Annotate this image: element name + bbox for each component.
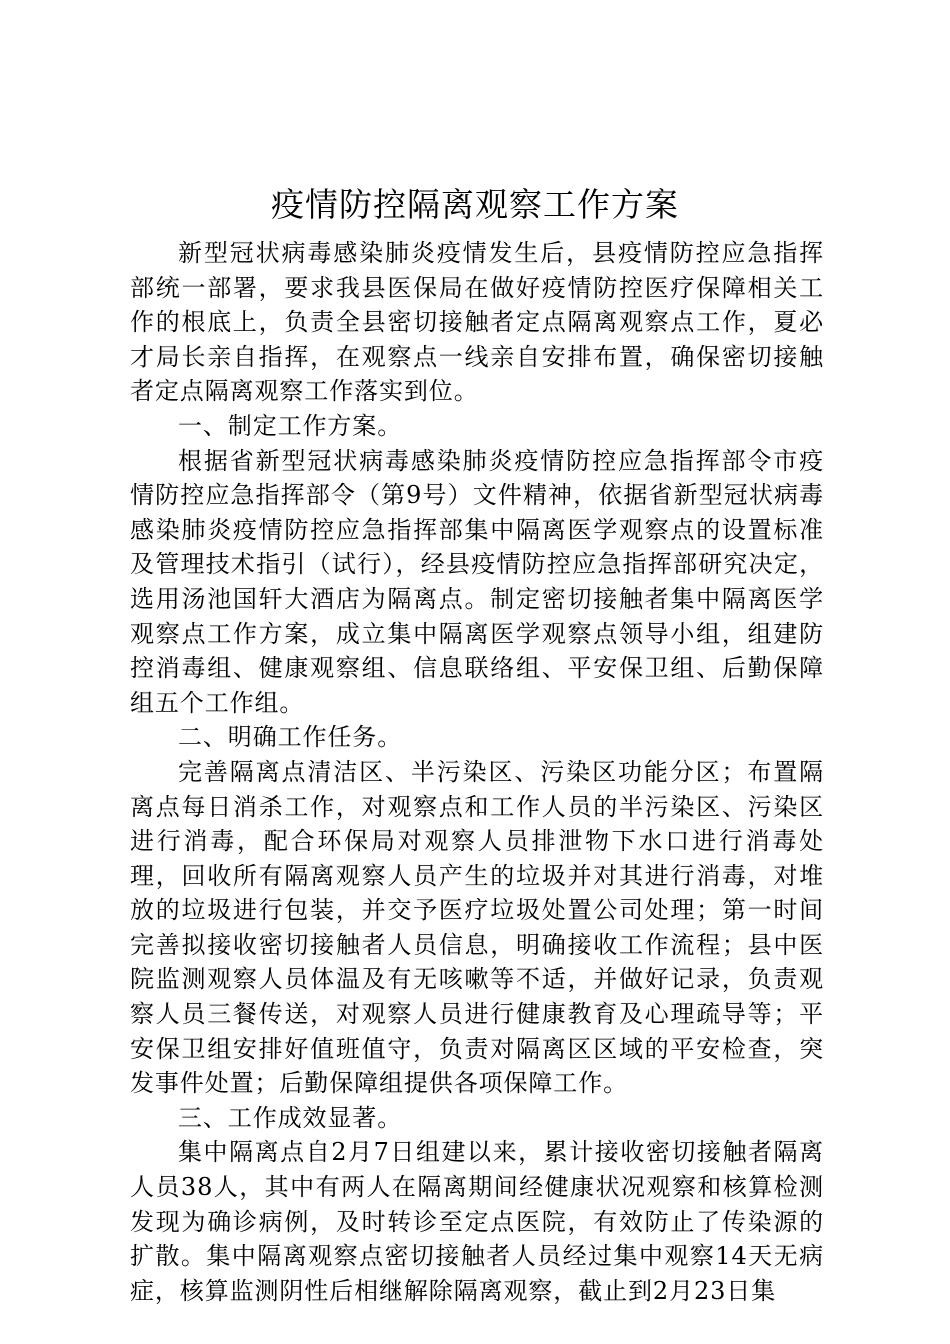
section-body-1: 根据省新型冠状病毒感染肺炎疫情防控应急指挥部令市疫情防控应急指挥部令（第9号）文件精神，依据省新型冠状病毒感染肺炎疫情防控应急指挥部集中隔离医学观察点的设置标准及管理技术指引（试行），经县疫情防控应急指挥部研究决定，选用汤池国轩大酒店为隔离点。制定密切接触者集中隔离医学观察点工作方案，成立集中隔离医学观察点领导小组，组建防控消毒组、健康观察组、信息联络组、平安保卫组、后勤保障组五个工作组。 [130, 446, 824, 717]
section-body-2: 完善隔离点清洁区、半污染区、污染区功能分区；布置隔离点每日消杀工作，对观察点和工作人员的半污染区、污染区进行消毒，配合环保局对观察人员排泄物下水口进行消毒处理，回收所有隔离观察人员产生的垃圾并对其进行消毒，对堆放的垃圾进行包装，并交予医疗垃圾处置公司处理；第一时间完善拟接收密切接触者人员信息，明确接收工作流程；县中医院监测观察人员体温及有无咳嗽等不适，并做好记录，负责观察人员三餐传送，对观察人员进行健康教育及心理疏导等；平安保卫组安排好值班值守，负责对隔离区区域的平安检查，突发事件处置；后勤保障组提供各项保障工作。 [130, 757, 824, 1098]
section-heading-2: 二、明确工作任务。 [178, 723, 403, 752]
intro-paragraph: 新型冠状病毒感染肺炎疫情发生后，县疫情防控应急指挥部统一部署，要求我县医保局在做好疫情防控医疗保障相关工作的根底上，负责全县密切接触者定点隔离观察点工作，夏必才局长亲自指挥，在观察点一线亲自安排布置，确保密切接触者定点隔离观察工作落实到位。 [130, 239, 824, 406]
section-heading-3: 三、工作成效显著。 [178, 1103, 403, 1132]
document-title: 疫情防控隔离观察工作方案 [271, 185, 679, 224]
section-heading-1: 一、制定工作方案。 [178, 411, 403, 440]
document-body [130, 236, 824, 1308]
section-body-3: 集中隔离点自2月7日组建以来，累计接收密切接触者隔离人员38人，其中有两人在隔离期间经健康状况观察和核算检测发现为确诊病例，及时转诊至定点医院，有效防止了传染源的扩散。集中隔离观察点密切接触者人员经过集中观察14天无病症，核算监测阴性后相继解除隔离观察，截止到2月23日集 [130, 1138, 824, 1305]
